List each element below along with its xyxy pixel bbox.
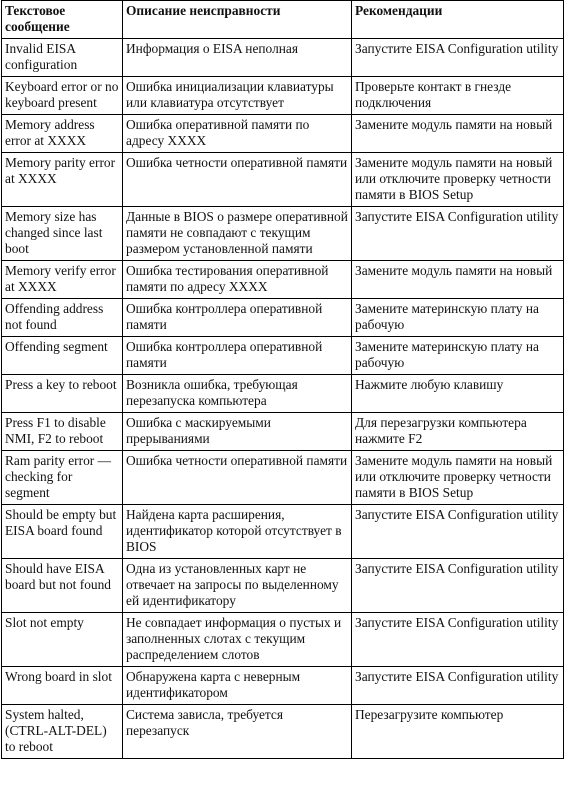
cell-recommendation: Для перезагрузки компьютера нажмите F2 — [352, 413, 564, 451]
cell-description: Ошибка тестирования оперативной памяти по адресу XXXX — [123, 261, 352, 299]
table-row — [2, 613, 564, 667]
table-row — [2, 207, 564, 261]
cell-recommendation: Замените модуль памяти на новый или отключите проверку четности памяти в BIOS Setup — [352, 153, 564, 207]
cell-message: Wrong board in slot — [2, 667, 123, 705]
cell-recommendation: Замените модуль памяти на новый — [352, 115, 564, 153]
cell-message: Memory verify error at XXXX — [2, 261, 123, 299]
table-row — [2, 115, 564, 153]
table-header — [2, 1, 564, 39]
header-recommendation: Рекомендации — [352, 1, 564, 39]
header-row — [2, 1, 564, 39]
cell-message: Press F1 to disable NMI, F2 to reboot — [2, 413, 123, 451]
cell-description: Данные в BIOS о размере оперативной памяти не совпадают с текущим размером установленной памяти — [123, 207, 352, 261]
table-row — [2, 375, 564, 413]
table-body — [2, 39, 564, 759]
cell-description: Возникла ошибка, требующая перезапуска компьютера — [123, 375, 352, 413]
cell-description: Обнаружена карта с неверным идентификатором — [123, 667, 352, 705]
cell-message: Invalid EISA configuration — [2, 39, 123, 77]
cell-recommendation: Замените модуль памяти на новый или отключите проверку четности памяти в BIOS Setup — [352, 451, 564, 505]
table-row — [2, 559, 564, 613]
cell-recommendation: Запустите EISA Configuration utility — [352, 559, 564, 613]
cell-message: System halted, (CTRL-ALT-DEL) to reboot — [2, 705, 123, 759]
cell-description: Ошибка контроллера оперативной памяти — [123, 299, 352, 337]
cell-message: Memory size has changed since last boot — [2, 207, 123, 261]
cell-message: Offending address not found — [2, 299, 123, 337]
cell-description: Информация о EISA неполная — [123, 39, 352, 77]
table-row — [2, 77, 564, 115]
cell-description: Ошибка четности оперативной памяти — [123, 451, 352, 505]
table-row — [2, 505, 564, 559]
cell-description: Найдена карта расширения, идентификатор которой отсутствует в BIOS — [123, 505, 352, 559]
cell-description: Одна из установленных карт не отвечает на запросы по выделенному ей идентификатору — [123, 559, 352, 613]
table-row — [2, 299, 564, 337]
cell-recommendation: Замените материнскую плату на рабочую — [352, 299, 564, 337]
table-row — [2, 451, 564, 505]
cell-message: Should have EISA board but not found — [2, 559, 123, 613]
table-row — [2, 153, 564, 207]
table-row — [2, 705, 564, 759]
cell-recommendation: Запустите EISA Configuration utility — [352, 613, 564, 667]
cell-message: Ram parity error — checking for segment — [2, 451, 123, 505]
bios-error-table — [1, 0, 564, 759]
table-row — [2, 261, 564, 299]
table-row — [2, 413, 564, 451]
cell-message: Should be empty but EISA board found — [2, 505, 123, 559]
table-row — [2, 337, 564, 375]
cell-description: Ошибка четности оперативной памяти — [123, 153, 352, 207]
cell-message: Memory parity error at XXXX — [2, 153, 123, 207]
cell-recommendation: Запустите EISA Configuration utility — [352, 667, 564, 705]
cell-recommendation: Нажмите любую клавишу — [352, 375, 564, 413]
cell-recommendation: Запустите EISA Configuration utility — [352, 505, 564, 559]
table-row — [2, 667, 564, 705]
cell-message: Offending segment — [2, 337, 123, 375]
cell-description: Ошибка оперативной памяти по адресу XXXX — [123, 115, 352, 153]
cell-description: Ошибка инициализации клавиатуры или клавиатура отсутствует — [123, 77, 352, 115]
table-row — [2, 39, 564, 77]
cell-recommendation: Замените материнскую плату на рабочую — [352, 337, 564, 375]
cell-message: Keyboard error or no keyboard present — [2, 77, 123, 115]
header-message: Текстовое сообщение — [2, 1, 123, 39]
header-description: Описание неисправности — [123, 1, 352, 39]
cell-recommendation: Запустите EISA Configuration utility — [352, 39, 564, 77]
cell-message: Memory address error at XXXX — [2, 115, 123, 153]
cell-description: Не совпадает информация о пустых и заполненных слотах с текущим распределением слотов — [123, 613, 352, 667]
cell-message: Slot not empty — [2, 613, 123, 667]
cell-message: Press a key to reboot — [2, 375, 123, 413]
cell-description: Система зависла, требуется перезапуск — [123, 705, 352, 759]
cell-description: Ошибка контроллера оперативной памяти — [123, 337, 352, 375]
cell-recommendation: Проверьте контакт в гнезде подключения — [352, 77, 564, 115]
cell-recommendation: Перезагрузите компьютер — [352, 705, 564, 759]
cell-recommendation: Запустите EISA Configuration utility — [352, 207, 564, 261]
cell-recommendation: Замените модуль памяти на новый — [352, 261, 564, 299]
cell-description: Ошибка с маскируемыми прерываниями — [123, 413, 352, 451]
